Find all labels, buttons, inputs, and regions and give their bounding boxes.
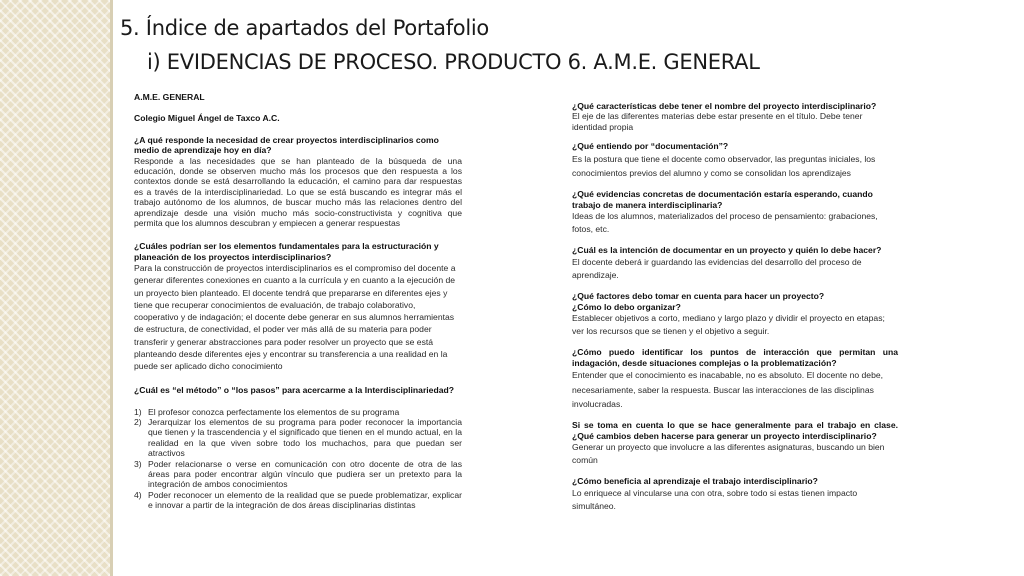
answer-r1: El eje de las diferentes materias debe estar presente en el título. Debe tener identidad propia — [572, 111, 863, 132]
question-r3: ¿Qué evidencias concretas de documentación estaría esperando, cuando trabajo de manera interdisciplinaria? — [572, 189, 873, 210]
question-r7: Si se toma en cuenta lo que se hace generalmente para el trabajo en clase. ¿Qué cambios deben hacerse para generar un proyecto interdisciplinario? — [572, 420, 898, 441]
steps-list — [134, 407, 462, 511]
school-name: Colegio Miguel Ángel de Taxco A.C. — [134, 113, 280, 124]
answer-r6: Entender que el conocimiento es inacabable, no es absoluto. El docente no debe, necesariamente, saber la respuesta. Buscar las interacciones de las disciplinas involucradas. — [572, 370, 884, 409]
question-r4: ¿Cuál es la intención de documentar en un proyecto y quién lo debe hacer? — [572, 245, 882, 256]
answer-r2: Es la postura que tiene el docente como observador, las preguntas iniciales, los conocimientos previos del alumno y como se consolidan los aprendizajes — [572, 153, 876, 178]
answer-r5: Establecer objetivos a corto, mediano y largo plazo y dividir el proyecto en etapas; ver los recursos que se tienen y el objetivo a seguir. — [572, 313, 885, 337]
slide-title: 5. Índice de apartados del Portafolio — [120, 16, 489, 40]
doc-header: A.M.E. GENERAL — [134, 92, 205, 102]
question-r5: ¿Qué factores debo tomar en cuenta para hacer un proyecto? — [572, 291, 825, 302]
list-item: 2) Jerarquizar los elementos de su programa para poder reconocer la importancia que tienen y la trascendencia y el significado que tienen en el mundo actual, en la realidad en la que viven sobre todo los muchachos, para que puedan ser atractivos — [134, 416, 462, 459]
list-item: 4) Poder reconocer un elemento de la realidad que se puede problematizar, explicar e innovar a partir de la integración de dos áreas disciplinarias distintas — [134, 489, 462, 511]
slide-subtitle: i) EVIDENCIAS DE PROCESO. PRODUCTO 6. A.M.E. GENERAL — [147, 50, 760, 74]
right-column — [572, 101, 898, 513]
question-r2: ¿Qué entiendo por “documentación”? — [572, 141, 729, 152]
question-r5b: ¿Cómo lo debo organizar? — [572, 301, 681, 312]
answer-2: Para la construcción de proyectos interdisciplinarios es el compromiso del docente a generar diferentes conexiones en cuanto a la currícula y en cuanto a la ejecución de un proyecto bien planteado. El docente tendrá que prepararse en diferentes ejes y tiene que recuperar conocimientos de evaluación, de trabajo colaborativo, cooperativo y de indagación; el docente debe generar en sus alumnos herramientas de estructura, de conectividad, el poder ver más allá de su materia para poder transferir y generar abstracciones para poder resolver un proyecto que se está planteando desde diferentes ejes y encontrar su transferencia a una realidad en la puede ser aplicado dicho conocimiento — [134, 263, 456, 371]
answer-r7: Generar un proyecto que involucre a las diferentes asignaturas, buscando un bien común — [572, 441, 885, 466]
question-1: ¿A qué responde la necesidad de crear proyectos interdisciplinarios como medio de aprendizaje hoy en día? — [134, 134, 439, 156]
decorative-side-strip — [0, 0, 110, 576]
question-r8: ¿Cómo beneficia al aprendizaje el trabajo interdisciplinario? — [572, 476, 818, 487]
side-strip-border — [110, 0, 113, 576]
question-3: ¿Cuál es “el método” o “los pasos” para acercarme a la Interdisciplinariedad? — [134, 385, 454, 396]
answer-r3: Ideas de los alumnos, materializados del proceso de pensamiento: grabaciones, fotos, etc. — [572, 211, 878, 235]
list-item: 1) El profesor conozca perfectamente los elementos de su programa — [134, 406, 400, 417]
list-item: 3) Poder relacionarse o verse en comunicación con otro docente de otra de las áreas para poder encontrar algún vínculo que pudiera ser un pretexto para la integración de ambos conocimientos — [134, 458, 462, 490]
question-r6: ¿Cómo puedo identificar los puntos de interacción que permitan una indagación, desde situaciones complejas o la problematización? — [572, 347, 898, 368]
answer-1: Responde a las necesidades que se han planteado de la búsqueda de una educación, donde se observen mucho más los procesos que den respuesta a los contextos donde se está desarrollando la educación, el camino para dar respuestas es a través de la interdisciplinariedad. Lo que se está buscando es integrar más el trabajo autónomo de los alumnos, de buscar mucho más las relaciones dentro del aprendizaje desde una visión mucho más socio-constructivista y cognitiva que permita que los alumnos descubran y empiecen a generar respuestas — [134, 155, 462, 229]
question-2: ¿Cuáles podrían ser los elementos fundamentales para la estructuración y planeación de los proyectos interdisciplinarios? — [134, 241, 439, 262]
answer-r4: El docente deberá ir guardando las evidencias del desarrollo del proceso de aprendizaje. — [572, 256, 862, 281]
question-r1: ¿Qué características debe tener el nombre del proyecto interdisciplinario? — [572, 101, 877, 111]
answer-r8: Lo enriquece al vincularse una con otra, sobre todo si estas tienen impacto simultáneo. — [572, 487, 858, 511]
left-column — [134, 92, 462, 511]
